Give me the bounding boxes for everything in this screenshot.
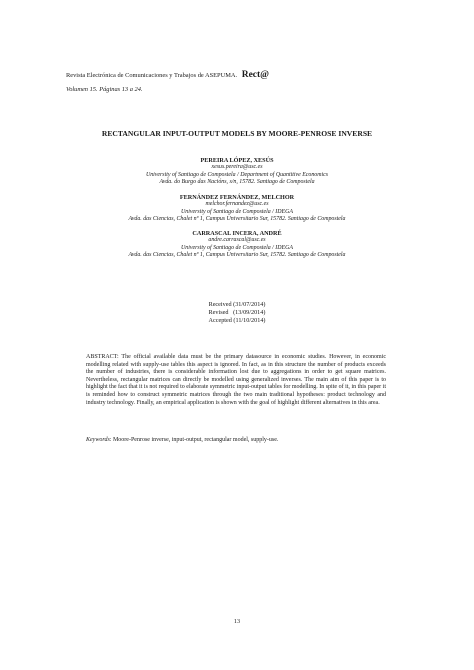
author-address: Avda. das Ciencias, Chalet nº 1, Campus Universitario Sur, 15782. Santiago de Compostela [128,251,346,258]
author-name: PEREIRA LÓPEZ, XESÚS [200,157,274,164]
journal-brand: Rect@ [241,70,270,80]
date-accepted: Accepted (11/10/2014) [208,317,266,324]
author-email: andre.carrascal@usc.es [208,237,266,244]
date-revised: Revised (13/09/2014) [208,309,266,316]
keywords-label: Keywords [86,437,110,443]
journal-header [66,70,269,80]
keywords [86,437,386,445]
author-name: FERNÁNDEZ FERNÁNDEZ, MELCHOR [179,194,295,201]
author-affiliation: University of Santiago de Compostela / IDEGA [181,244,293,251]
author-affiliation: University of Santiago de Compostela / Department of Quantitive Economics [145,171,329,178]
author-address: Avda. das Ciencias, Chalet nº 1, Campus Universitario Sur, 15782. Santiago de Compostela [128,215,346,222]
journal-name: Revista Electrónica de Comunicaciones y Trabajos de ASEPUMA. [66,72,238,79]
date-received: Received (31/07/2014) [208,301,266,308]
abstract: ABSTRACT: The official available data must be the primary datasource in economic studies. However, in economic modelling related with supply-use tables this aspect is ignored. In fact, as in this structure the number of products exceeds the number of industries, there is considerable information lost due to aggregations in order to get square matrices. Nevertheless, rectangular matrices can directly be modelled using generalized inverses. The main aim of this paper is to highlight the fact that it is not required to elaborate symmetric input-output tables for modelling. In spite of it, in this paper it is reminded how to construct symmetric matrices through the two main traditional hypotheses: product technology and industry technology. Finally, an empirical application is shown with the goal of highlight different alternatives in this area. [86,354,386,406]
author-affiliation: University of Santiago de Compostela / IDEGA [181,208,293,215]
author-address: Avda. do Burgo das Nacións, s/n, 15782. Santiago de Compostela [159,178,315,185]
author-block-2 [0,194,474,223]
keywords-text: : Moore-Penrose inverse, input-output, rectangular model, supply-use. [109,437,279,443]
author-email: melchor.fernandez@usc.es [205,201,269,208]
paper-title: RECTANGULAR INPUT-OUTPUT MODELS BY MOORE-PENROSE INVERSE [101,129,373,138]
author-block-3 [0,230,474,259]
author-block-1 [0,157,474,186]
author-email: xesus.pereira@usc.es [211,164,263,171]
page-number: 13 [233,618,241,625]
volume-info: Volumen 15. Páginas 13 a 24. [66,86,143,93]
author-name: CARRASCAL INCERA, ANDRÉ [192,230,282,237]
submission-dates [0,301,474,325]
